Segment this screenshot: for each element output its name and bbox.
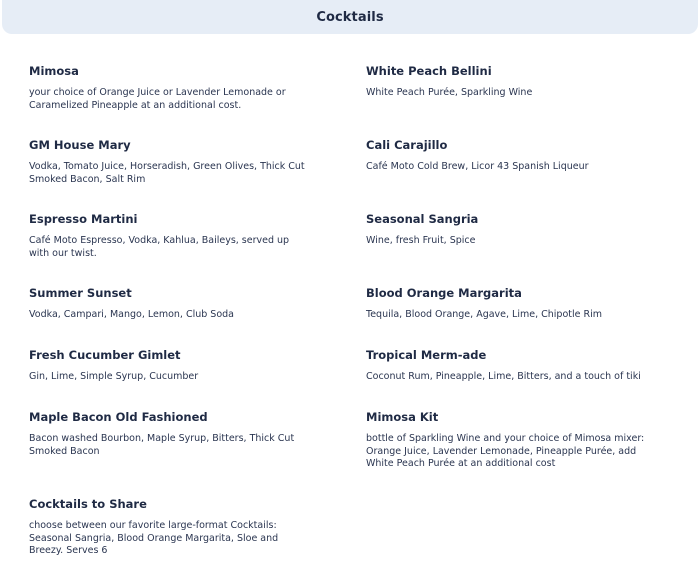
menu-item-summer-sunset[interactable] <box>29 286 309 322</box>
menu-item-cali-carajillo[interactable] <box>366 138 666 174</box>
menu-item-description: choose between our favorite large-format Cocktails: Seasonal Sangria, Blood Orange Margarita, Sloe and Breezy. Serves 6 <box>29 520 279 556</box>
menu-item-fresh-cucumber-gimlet[interactable] <box>29 348 309 384</box>
menu-item-description: Vodka, Tomato Juice, Horseradish, Green Olives, Thick Cut Smoked Bacon, Salt Rim <box>29 161 305 185</box>
menu-item-description: Tequila, Blood Orange, Agave, Lime, Chipotle Rim <box>366 309 602 320</box>
menu-item-description: Café Moto Cold Brew, Licor 43 Spanish Liqueur <box>366 161 589 172</box>
menu-item-maple-bacon-old-fashioned[interactable] <box>29 410 309 458</box>
section-title: Cocktails <box>316 9 384 25</box>
menu-item-name: GM House Mary <box>29 138 131 152</box>
menu-item-description: White Peach Purée, Sparkling Wine <box>366 87 533 98</box>
menu-item-name: Summer Sunset <box>29 286 132 300</box>
menu-item-description: bottle of Sparkling Wine and your choice of Mimosa mixer: Orange Juice, Lavender Lemonade, Pineapple Purée, add White Peach Purée at an additional cost <box>366 433 645 469</box>
menu-item-mimosa[interactable] <box>29 64 309 112</box>
section-header <box>2 0 698 34</box>
menu-item-description: Wine, fresh Fruit, Spice <box>366 235 476 246</box>
menu-item-name: Maple Bacon Old Fashioned <box>29 410 208 424</box>
menu-item-name: Cocktails to Share <box>29 497 147 511</box>
menu-item-name: Fresh Cucumber Gimlet <box>29 348 181 362</box>
menu-item-description: Café Moto Espresso, Vodka, Kahlua, Baileys, served up with our twist. <box>29 235 290 259</box>
menu-item-name: Tropical Merm-ade <box>366 348 487 362</box>
menu-item-blood-orange-margarita[interactable] <box>366 286 666 322</box>
menu-item-name: White Peach Bellini <box>366 64 492 78</box>
menu-item-tropical-merm-ade[interactable] <box>366 348 666 384</box>
menu-item-mimosa-kit[interactable] <box>366 410 666 471</box>
menu-item-name: Espresso Martini <box>29 212 138 226</box>
menu-item-name: Mimosa <box>29 64 79 78</box>
menu-item-description: your choice of Orange Juice or Lavender Lemonade or Caramelized Pineapple at an additional cost. <box>29 87 286 111</box>
menu-item-name: Seasonal Sangria <box>366 212 479 226</box>
menu-item-name: Blood Orange Margarita <box>366 286 522 300</box>
menu-item-name: Mimosa Kit <box>366 410 439 424</box>
menu-item-description: Vodka, Campari, Mango, Lemon, Club Soda <box>29 309 235 320</box>
menu-item-white-peach-bellini[interactable] <box>366 64 666 100</box>
menu-item-description: Gin, Lime, Simple Syrup, Cucumber <box>29 371 199 382</box>
menu-item-cocktails-to-share[interactable] <box>29 497 309 558</box>
menu-item-description: Coconut Rum, Pineapple, Lime, Bitters, and a touch of tiki <box>366 371 641 382</box>
menu-item-seasonal-sangria[interactable] <box>366 212 666 248</box>
menu-item-gm-house-mary[interactable] <box>29 138 309 186</box>
menu-item-description: Bacon washed Bourbon, Maple Syrup, Bitters, Thick Cut Smoked Bacon <box>29 433 295 457</box>
menu-item-espresso-martini[interactable] <box>29 212 309 260</box>
menu-item-name: Cali Carajillo <box>366 138 448 152</box>
